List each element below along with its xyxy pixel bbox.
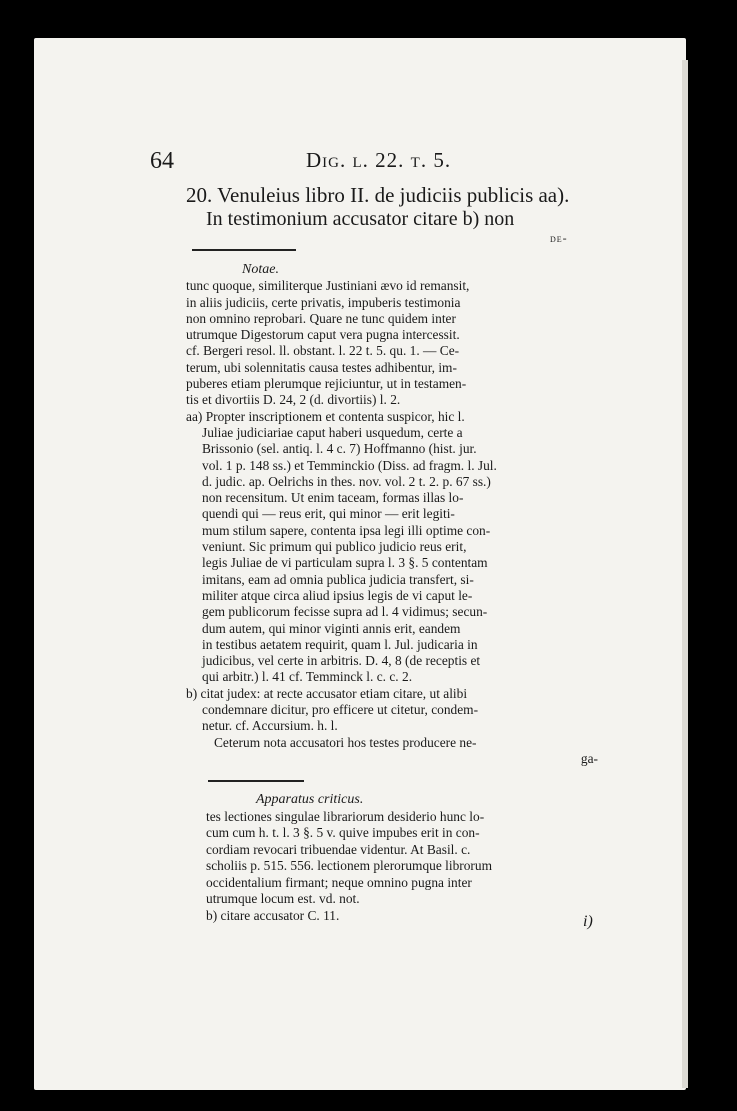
apparatus-line: cordiam revocari tribuendae videntur. At Basil. c.	[206, 841, 471, 857]
page-edge	[682, 60, 688, 1088]
apparatus-note-b: b) citare accusator C. 11.	[206, 907, 340, 923]
apparatus-label: Apparatus criticus.	[256, 792, 364, 807]
notes-continuation	[186, 278, 616, 408]
note-b-line: condemnare dicitur, pro efficere ut citetur, condem-	[202, 702, 479, 718]
running-title: Dig. l. 22. t. 5.	[306, 148, 452, 172]
note-aa-line: qui arbitr.) l. 41 cf. Temminck l. c. c. 2.	[202, 669, 413, 685]
apparatus-criticus	[206, 792, 616, 924]
apparatus-text	[206, 809, 616, 908]
notes-continuation-line: utrumque Digestorum caput vera pugna intercessit.	[186, 327, 460, 343]
note-b-catchword: ga-	[580, 750, 598, 766]
notes-continuation-line: puberes etiam plerumque rejiciuntur, ut in testamen-	[186, 376, 467, 392]
note-aa-line: aa) Propter inscriptionem et contenta suspicor, hic l.	[186, 408, 465, 424]
notes-continuation-line: tis et divortiis D. 24, 2 (d. divortiis) l. 2.	[186, 392, 401, 408]
notes-section	[186, 262, 616, 767]
note-aa-line: in testibus aetatem requirit, quam l. Jul. judicaria in	[202, 636, 478, 652]
note-aa	[186, 409, 616, 686]
notes-continuation-line: terum, ubi solennitatis causa testes adhibentur, im-	[186, 359, 457, 375]
note-aa-line: Juliae judiciariae caput haberi usquedum, certe a	[202, 424, 463, 440]
notes-continuation-line: tunc quoque, similiterque Justiniani ævo id remansit,	[186, 278, 470, 294]
notes-continuation-line: in aliis judiciis, certe privatis, impuberis testimonia	[186, 294, 461, 310]
apparatus-line: utrumque locum est. vd. not.	[206, 891, 360, 906]
fragment-heading-line1: 20. Venuleius libro II. de judiciis publicis aa).	[186, 183, 570, 207]
note-aa-line: judicibus, vel certe in arbitris. D. 4, 8 (de receptis et	[202, 653, 481, 669]
fragment-heading-line3: de-	[550, 231, 568, 245]
note-aa-line: d. judic. ap. Oelrichs in thes. nov. vol. 2 t. 2. p. 67 ss.)	[202, 473, 491, 489]
notes-continuation-line: non omnino reprobari. Quare ne tunc quidem inter	[186, 310, 456, 326]
apparatus-line: occidentalium firmant; neque omnino pugna inter	[206, 874, 472, 890]
note-aa-line: militer atque circa aliud ipsius legis de vi caput le-	[202, 587, 473, 603]
note-aa-line: gem publicorum fecisse supra ad l. 4 vidimus; secun-	[202, 604, 488, 620]
signature-mark: i)	[583, 913, 593, 930]
notes-divider	[192, 249, 296, 251]
note-aa-line: non recensitum. Ut enim taceam, formas illas lo-	[202, 490, 464, 506]
apparatus-divider	[208, 780, 304, 782]
apparatus-line: scholiis p. 515. 556. lectionem plerorumque librorum	[206, 858, 492, 873]
notes-continuation-line: cf. Bergeri resol. ll. obstant. l. 22 t. 5. qu. 1. — Ce-	[186, 343, 460, 359]
note-aa-line: imitans, eam ad omnia publica judicia transfert, si-	[202, 571, 474, 587]
note-aa-line: vol. 1 p. 148 ss.) et Temminckio (Diss. ad fragm. l. Jul.	[202, 457, 497, 473]
note-aa-line: legis Juliae de vi particulam supra l. 3 §. 5 contentam	[202, 555, 488, 571]
note-b-line: b) citat judex: at recte accusator etiam citare, ut alibi	[186, 685, 468, 701]
notes-label: Notae.	[242, 262, 279, 277]
note-b-line: netur. cf. Accursium. h. l.	[202, 718, 338, 734]
note-aa-line: veniunt. Sic primum qui publico judicio reus erit,	[202, 539, 467, 555]
page-number: 64	[150, 148, 174, 174]
fragment-heading-line2: In testimonium accusator citare b) non	[206, 208, 515, 230]
apparatus-line: tes lectiones singulae librariorum desiderio hunc lo-	[206, 808, 485, 824]
note-aa-line: mum stilum sapere, contenta ipsa legi illi optime con-	[202, 522, 491, 538]
note-b	[186, 686, 616, 735]
note-b-continuation: Ceterum nota accusatori hos testes producere ne-	[214, 734, 477, 750]
note-aa-line: dum autem, qui minor viginti annis erit, eandem	[202, 620, 461, 636]
apparatus-line: cum cum h. t. l. 3 §. 5 v. quive impubes erit in con-	[206, 825, 480, 840]
note-aa-line: Brissonio (sel. antiq. l. 4 c. 7) Hoffmanno (hist. jur.	[202, 441, 477, 457]
note-aa-line: quendi qui — reus erit, qui minor — erit legiti-	[202, 506, 455, 522]
